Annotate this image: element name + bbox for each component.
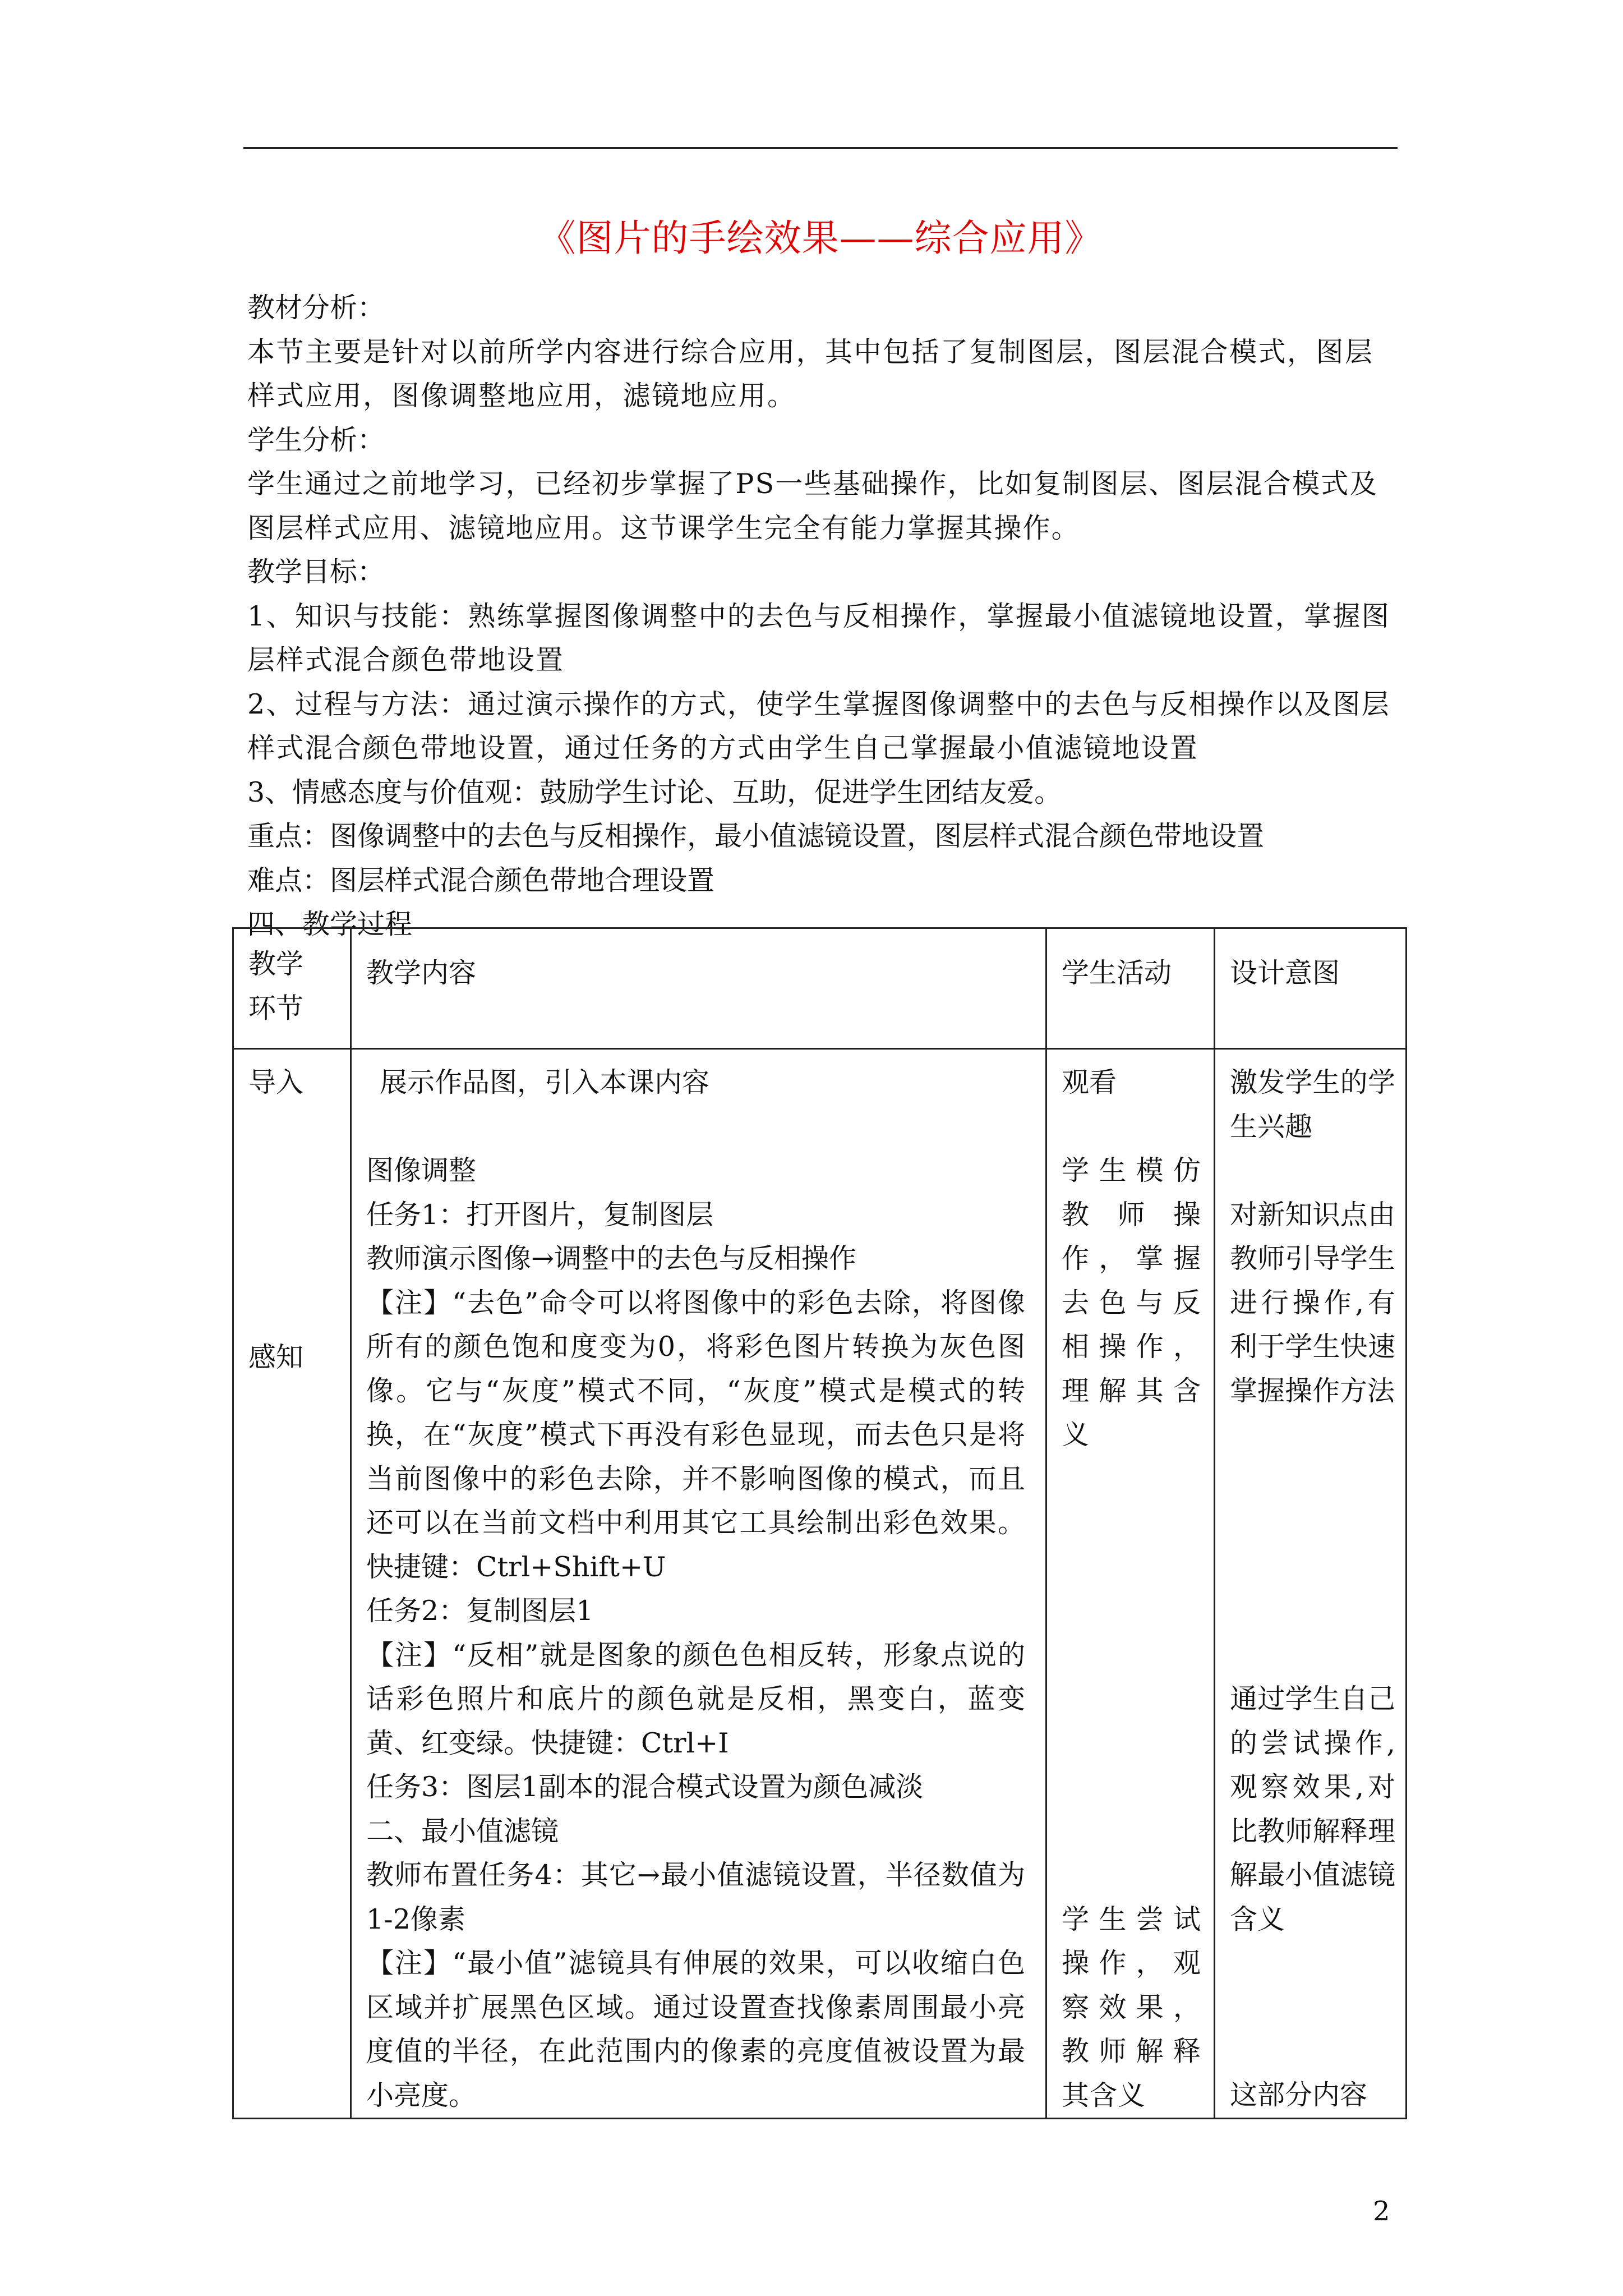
key-point: 重点：图像调整中的去色与反相操作，最小值滤镜设置，图层样式混合颜色带地设置	[247, 820, 1265, 852]
document-body	[247, 286, 1391, 947]
page-number: 2	[1373, 2196, 1390, 2227]
stage-perceive: 感知	[248, 1341, 304, 1373]
stage-intro: 导入	[248, 1066, 304, 1098]
content-image-adjust: 图像调整	[366, 1154, 477, 1186]
header-rule	[243, 147, 1398, 149]
goal-attitude: 3、情感态度与价值观：鼓励学生讨论、互助，促进学生团结友爱。	[247, 776, 1062, 808]
goal-process: 2、过程与方法：通过演示操作的方式，使学生掌握图像调整中的去色与反相操作以及图层样式混合颜色带地设置，通过任务的方式由学生自己掌握最小值滤镜地设置	[247, 688, 1391, 764]
content-min-filter: 二、最小值滤镜	[366, 1815, 559, 1847]
table-row	[233, 1049, 1407, 2119]
stage-cell	[233, 1049, 351, 2119]
material-text: 本节主要是针对以前所学内容进行综合应用，其中包括了复制图层，图层混合模式，图层样式应用，图像调整地应用，滤镜地应用。	[247, 335, 1374, 412]
content-note-invert: 【注】“反相”就是图象的颜色色相反转，形象点说的话彩色照片和底片的颜色就是反相，黑变白，蓝变黄、红变绿。快捷键：Ctrl+I	[366, 1639, 1025, 1759]
activity-try: 学生尝试操作，观察效果，教师解释其含义	[1062, 1903, 1201, 2111]
intent-inspire: 激发学生的学生兴趣	[1230, 1066, 1395, 1143]
intent-cell	[1215, 1049, 1407, 2119]
content-note-desaturate: 【注】“去色”命令可以将图像中的彩色去除，将图像所有的颜色饱和度变为0，将彩色图片转换为灰色图像。它与“灰度”模式不同，“灰度”模式是模式的转换，在“灰度”模式下再没有彩色显现，而去色只是将当前图像中的彩色去除，并不影响图像的模式，而且还可以在当前文档中利用其它工具绘制出彩色效果。快捷键：Ctrl+Shift+U	[366, 1286, 1025, 1583]
student-heading: 学生分析：	[247, 424, 385, 456]
student-text: 学生通过之前地学习，已经初步掌握了PS一些基础操作，比如复制图层、图层混合模式及图层样式应用、滤镜地应用。这节课学生完全有能力掌握其操作。	[247, 468, 1378, 544]
activity-watch: 观看	[1062, 1066, 1117, 1098]
table-header-row	[233, 928, 1407, 1049]
process-heading: 四、教学过程	[247, 908, 413, 940]
intent-self-try: 通过学生自己的尝试操作,观察效果,对比教师解释理解最小值滤镜含义	[1230, 1683, 1395, 1935]
teaching-process-table	[232, 927, 1407, 2119]
content-demo: 教师演示图像→调整中的去色与反相操作	[366, 1243, 857, 1274]
activity-cell	[1046, 1049, 1215, 2119]
goal-knowledge: 1、知识与技能：熟练掌握图像调整中的去色与反相操作，掌握最小值滤镜地设置，掌握图层样式混合颜色带地设置	[247, 600, 1391, 676]
document-title: 《图片的手绘效果——综合应用》	[538, 217, 1103, 260]
header-stage: 教学 环节	[233, 928, 351, 1049]
header-activity: 学生活动	[1046, 928, 1215, 1049]
header-intent: 设计意图	[1215, 928, 1407, 1049]
content-task2: 任务2：复制图层1	[366, 1595, 594, 1627]
content-task3: 任务3：图层1副本的混合模式设置为颜色减淡	[366, 1771, 924, 1803]
difficulty: 难点：图层样式混合颜色带地合理设置	[247, 864, 715, 896]
content-cell	[351, 1049, 1046, 2119]
material-heading: 教材分析：	[247, 292, 385, 324]
content-note-min-filter: 【注】“最小值”滤镜具有伸展的效果，可以收缩白色区域并扩展黑色区域。通过设置查找像素周围最小亮度值的半径，在此范围内的像素的亮度值被设置为最小亮度。	[366, 1947, 1025, 2111]
intent-guide: 对新知识点由教师引导学生进行操作,有利于学生快速掌握操作方法	[1230, 1198, 1395, 1407]
header-content: 教学内容	[351, 928, 1046, 1049]
activity-imitate: 学生模仿教师操作，掌握去色与反相操作，理解其含义	[1062, 1154, 1201, 1451]
goals-heading: 教学目标：	[247, 556, 385, 588]
content-task4: 教师布置任务4：其它→最小值滤镜设置，半径数值为1-2像素	[366, 1859, 1025, 1935]
content-task1: 任务1：打开图片，复制图层	[366, 1198, 714, 1231]
intent-partial: 这部分内容	[1230, 2079, 1368, 2111]
content-intro: 展示作品图，引入本课内容	[380, 1066, 710, 1098]
